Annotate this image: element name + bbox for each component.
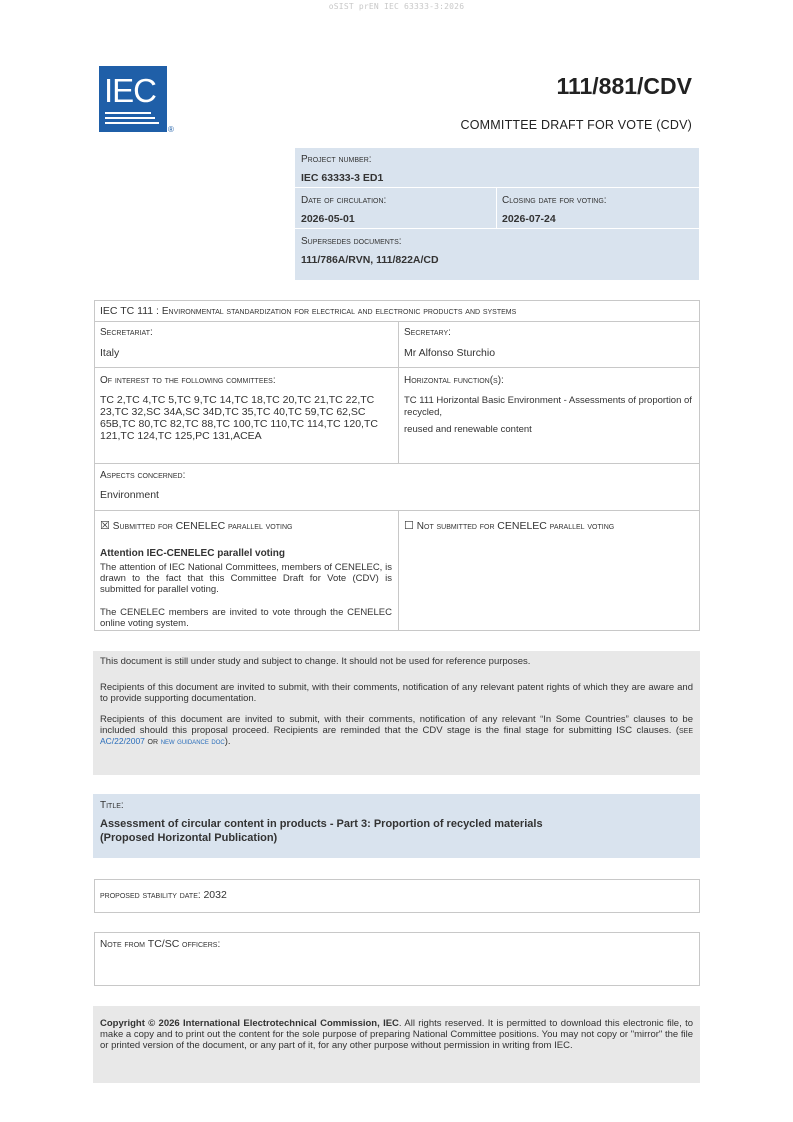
divider [496,187,497,228]
cenelec-text: CENELEC [175,520,226,532]
closing-date-value: 2026-07-24 [502,213,556,225]
attention-text-2: The CENELEC members are invited to vote through the CENELEC online voting system. [100,607,392,629]
document-number: 111/881/CDV [556,73,692,99]
aspects-value: Environment [100,489,159,501]
copyright-bold: Copyright © 2026 International Electrotechnical Commission, IEC [100,1018,399,1029]
interest-value: TC 2,TC 4,TC 5,TC 9,TC 14,TC 18,TC 20,TC 21,TC 22,TC 23,TC 32,SC 34A,SC 34D,TC 35,TC 40,TC 59,TC 62,SC 65B,TC 80,TC 82,TC 88,TC 100,TC 110,TC 114,TC 120,TC 121,TC 124,TC 125,PC 131,ACEA [100,394,378,442]
title-value-1: Assessment of circular content in products - Part 3: Proportion of recycled materials [100,818,543,830]
note-label-org: TC/SC [147,938,180,950]
note-label [100,938,220,950]
tc-name: Environmental standardization for electrical and electronic products and systems [161,306,517,317]
aspects-label: Aspects concerned: [100,470,186,481]
submitted-text-end: parallel voting [225,521,293,532]
divider [398,321,399,463]
title-value-2: (Proposed Horizontal Publication) [100,832,278,844]
divider [94,510,700,511]
divider [94,367,700,368]
see-text: see [678,725,693,736]
horizontal-function-value-2: reused and renewable content [404,424,532,435]
logo-stripe [105,117,155,119]
not-submitted-cenelec-option[interactable] [404,519,614,532]
submitted-text: Submitted for [112,521,176,532]
secretariat-label: Secretariat: [100,327,153,338]
notice-end: ). [224,736,231,747]
not-submitted-text: Not submitted for [416,521,498,532]
divider [295,228,699,229]
notice-paragraph-3-text: Recipients of this document are invited to submit, with their comments, notification of any relevant “In Some Countries” clauses to be included should this proposal proceed. Recipients are reminded that the CDV stage is the final stage for submitting ISC clauses. ( [100,714,693,736]
divider [94,463,700,464]
tc-prefix: IEC TC 111 : [100,305,162,317]
supersedes-value: 111/786A/RVN, 111/822A/CD [301,254,439,266]
interest-label: Of interest to the following committees: [100,375,276,386]
title-label: Title: [100,800,124,811]
divider [295,187,699,188]
stability-date-label: proposed stability date: [100,890,204,901]
closing-date-label: Closing date for voting: [502,195,607,206]
circulation-date-value: 2026-05-01 [301,213,355,225]
secretary-value: Mr Alfonso Sturchio [404,347,496,359]
logo-stripe [105,112,151,114]
copyright-text [100,1018,693,1051]
checked-checkbox-icon[interactable]: ☒ [100,520,110,532]
horizontal-function-label: Horizontal function(s): [404,375,504,386]
circulation-date-label: Date of circulation: [301,195,387,206]
notice-paragraph-3 [100,714,693,747]
cenelec-text: CENELEC [497,520,547,532]
notice-paragraph-2: Recipients of this document are invited to submit, with their comments, notification of any relevant patent rights of which they are aware and to provide supporting documentation. [100,682,693,704]
project-number-value: IEC 63333-3 ED1 [301,172,384,184]
guidance-link[interactable]: new guidance doc [160,736,225,746]
notice-paragraph-1: This document is still under study and subject to change. It should not be used for reference purposes. [100,656,531,667]
stability-date [100,889,227,901]
ac-link[interactable]: AC/22/2007 [100,736,145,746]
logo-stripe [105,122,159,124]
project-number-label: Project number: [301,154,372,165]
not-submitted-text-end: parallel voting [546,521,615,532]
submitted-cenelec-option[interactable] [100,519,292,532]
supersedes-label: Supersedes documents: [301,236,402,247]
divider [398,510,399,630]
note-label-post: officers: [179,939,221,950]
secretariat-value: Italy [100,347,120,359]
document-type: COMMITTEE DRAFT FOR VOTE (CDV) [460,118,692,132]
copyright-body: . All rights reserved. It is permitted to download this electronic file, to make a copy and to print out the content for the sole purpose of preparing National Committee positions. You may not copy or "mirror" the file or printed version of the document, or any part of it, for any other purpose without permission in writing from IEC. [100,1018,693,1051]
horizontal-function-value-1: TC 111 Horizontal Basic Environment - Assessments of proportion of recycled, [404,395,692,418]
or-text: or [147,736,159,747]
tc-heading [100,305,516,317]
watermark: oSIST prEN IEC 63333-3:2026 [328,2,465,11]
unchecked-checkbox-icon[interactable]: ☐ [404,520,414,532]
secretary-label: Secretary: [404,327,451,338]
note-label-pre: Note from [100,939,148,950]
divider [94,321,700,322]
attention-title: Attention IEC-CENELEC parallel voting [100,548,286,559]
iec-logo-text: IEC [104,72,157,109]
attention-text-1: The attention of IEC National Committees, members of CENELEC, is drawn to the fact that this Committee Draft for Vote (CDV) is submitted for parallel voting. [100,562,392,595]
notice-block [93,651,700,775]
registered-mark: ® [168,125,174,134]
stability-date-value: 2032 [203,889,227,901]
